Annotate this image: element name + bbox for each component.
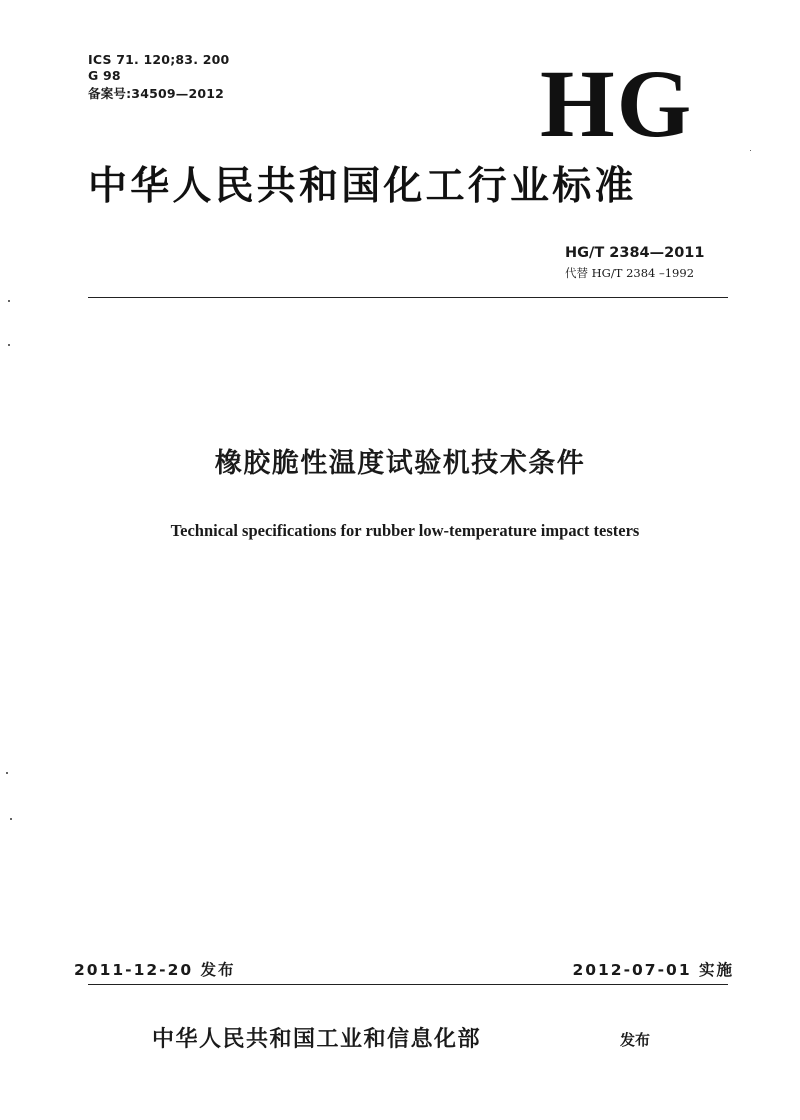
- scan-speck: [10, 818, 12, 820]
- top-divider: [88, 297, 728, 298]
- publisher-name: 中华人民共和国工业和信息化部: [152, 1027, 482, 1052]
- document-title-english: Technical specifications for rubber low-temperature impact testers: [170, 521, 640, 540]
- hg-logo: HG: [540, 50, 694, 157]
- publish-label: 发布: [620, 1031, 651, 1049]
- replaces-standard: 代替 HG/T 2384 –1992: [565, 266, 695, 280]
- ccs-code: G 98: [88, 68, 121, 83]
- standard-type-heading: 中华人民共和国化工行业标准: [88, 164, 637, 209]
- scan-speck: [750, 150, 751, 151]
- document-title-chinese: 橡胶脆性温度试验机技术条件: [214, 448, 586, 479]
- implementation-date: 2012-07-01 实施: [572, 961, 734, 979]
- scan-speck: [8, 344, 10, 346]
- ics-code: ICS 71. 120;83. 200: [88, 52, 230, 67]
- standard-number: HG/T 2384—2011: [565, 245, 705, 261]
- scan-speck: [8, 300, 10, 302]
- bottom-divider: [88, 984, 728, 985]
- record-number: 备案号:34509—2012: [88, 86, 225, 101]
- scan-speck: [6, 772, 8, 774]
- issue-date: 2011-12-20 发布: [74, 961, 236, 979]
